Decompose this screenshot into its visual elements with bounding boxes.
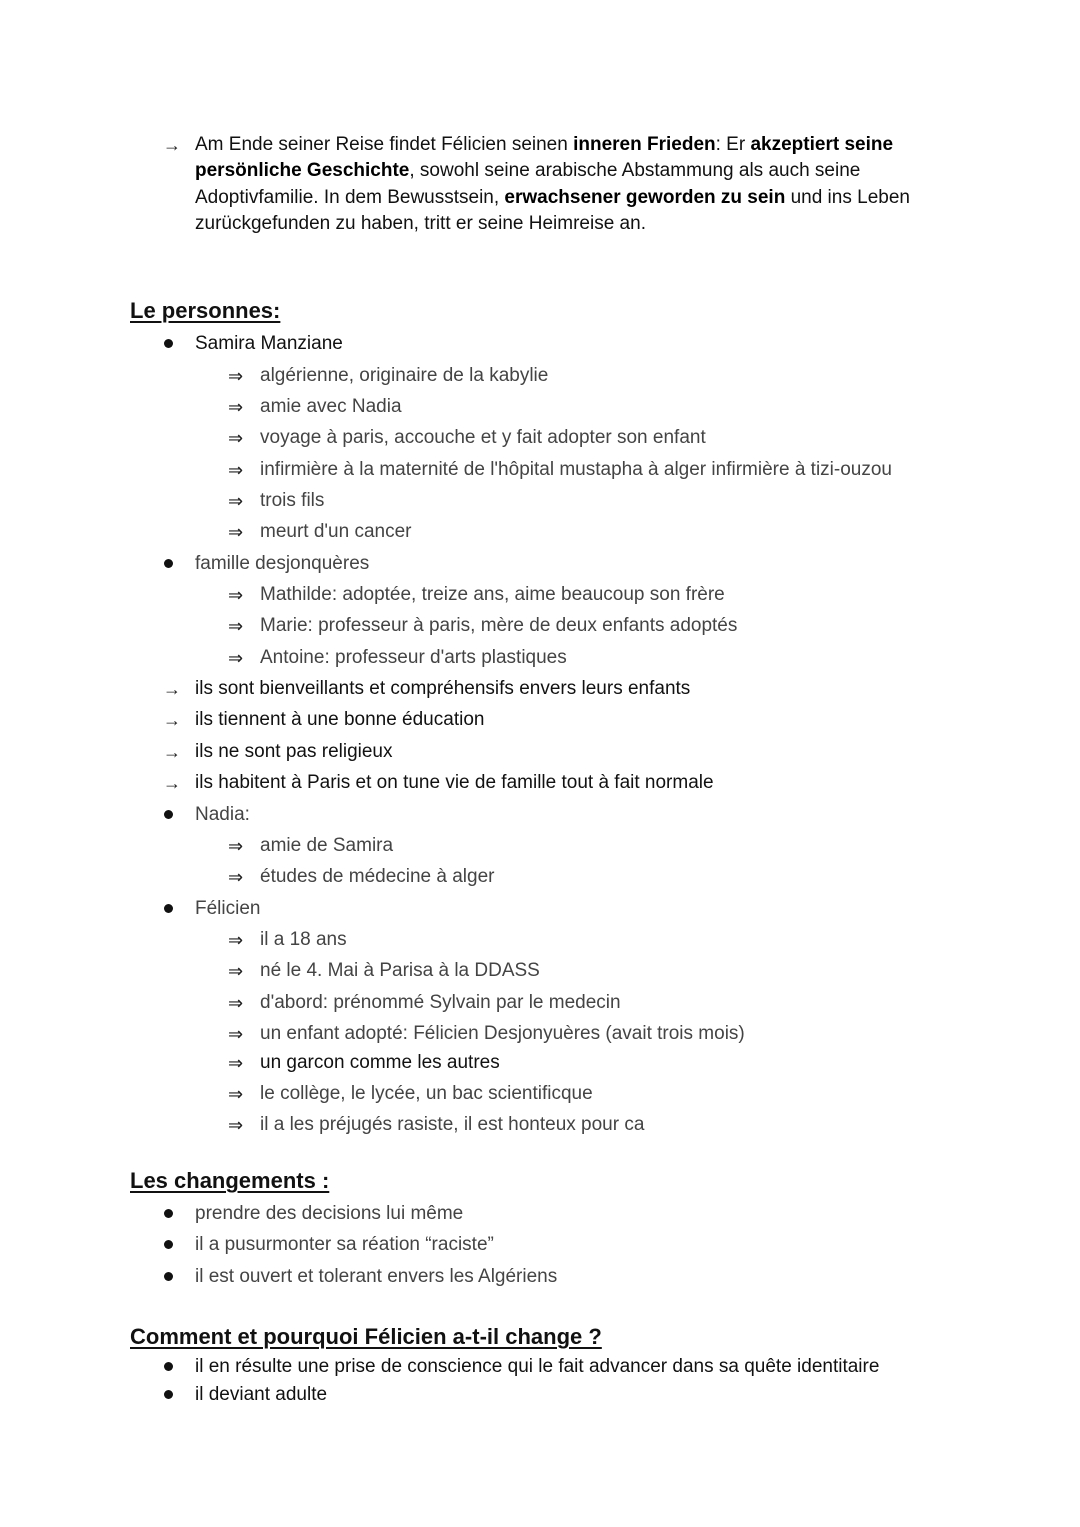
person-name-felicien: Félicien [195,898,261,919]
list-item: Marie: professeur à paris, mère de deux enfants adoptés [260,615,738,636]
double-arrow-icon: ⇒ [228,1084,244,1104]
list-item: né le 4. Mai à Parisa à la DDASS [260,960,540,981]
list-item: Mathilde: adoptée, treize ans, aime beaucoup son frère [260,584,725,605]
double-arrow-icon: ⇒ [228,397,244,417]
section-heading-changements: Les changements : [130,1168,330,1193]
double-arrow-icon: ⇒ [228,961,244,981]
arrow-icon: → [163,679,181,699]
double-arrow-icon: ⇒ [228,993,244,1013]
double-arrow-icon: ⇒ [228,428,244,448]
list-item: algérienne, originaire de la kabylie [260,365,549,386]
bullet-icon [164,559,173,568]
bullet-icon [164,1362,173,1371]
double-arrow-icon: ⇒ [228,522,244,542]
intro-line-4: zurückgefunden zu haben, tritt er seine Heimreise an. [195,213,646,234]
arrow-icon: → [163,742,181,762]
list-item: il a pusurmonter sa réation “raciste” [195,1234,494,1255]
list-item: d'abord: prénommé Sylvain par le medecin [260,992,621,1013]
note-item: ils ne sont pas religieux [195,741,393,762]
double-arrow-icon: ⇒ [228,1115,244,1135]
person-name-nadia: Nadia: [195,804,250,825]
list-item: il est ouvert et tolerant envers les Algériens [195,1266,558,1287]
double-arrow-icon: ⇒ [228,585,244,605]
list-item: trois fils [260,490,325,511]
double-arrow-icon: ⇒ [228,616,244,636]
list-item: amie de Samira [260,835,394,856]
arrow-icon: → [163,710,181,730]
bullet-icon [164,1209,173,1218]
bullet-icon [164,1272,173,1281]
double-arrow-icon: ⇒ [228,930,244,950]
section-heading-pourquoi: Comment et pourquoi Félicien a-t-il change ? [130,1324,602,1349]
double-arrow-icon: ⇒ [228,867,244,887]
note-item: ils sont bienveillants et compréhensifs envers leurs enfants [195,678,691,699]
intro-line-3: Adoptivfamilie. In dem Bewusstsein, erwachsener geworden zu sein und ins Leben [195,187,910,208]
section-heading-personnes: Le personnes: [130,298,281,323]
note-item: ils habitent à Paris et on tune vie de famille tout à fait normale [195,772,714,793]
double-arrow-icon: ⇒ [228,491,244,511]
list-item: il a 18 ans [260,929,347,950]
double-arrow-icon: ⇒ [228,836,244,856]
list-item: le collège, le lycée, un bac scientificque [260,1083,593,1104]
list-item: amie avec Nadia [260,396,402,417]
double-arrow-icon: ⇒ [228,1024,244,1044]
double-arrow-icon: ⇒ [228,1053,244,1073]
arrow-icon: → [163,773,181,793]
list-item: il deviant adulte [195,1384,328,1405]
list-item: meurt d'un cancer [260,521,412,542]
double-arrow-icon: ⇒ [228,648,244,668]
list-item: il a les préjugés rasiste, il est honteux pour ca [260,1114,645,1135]
bullet-icon [164,1240,173,1249]
bullet-icon [164,904,173,913]
list-item: prendre des decisions lui même [195,1203,464,1224]
bullet-icon [164,810,173,819]
list-item: un garcon comme les autres [260,1052,500,1073]
double-arrow-icon: ⇒ [228,460,244,480]
list-item: voyage à paris, accouche et y fait adopter son enfant [260,427,706,448]
list-item: il en résulte une prise de conscience qui le fait advancer dans sa quête identitaire [195,1356,880,1377]
list-item: Antoine: professeur d'arts plastiques [260,647,567,668]
list-item: un enfant adopté: Félicien Desjonyuères (avait trois mois) [260,1023,745,1044]
list-item: infirmière à la maternité de l'hôpital mustapha à alger infirmière à tizi-ouzou [260,459,892,480]
note-item: ils tiennent à une bonne éducation [195,709,485,730]
person-name-samira: Samira Manziane [195,333,343,354]
arrow-icon: → [163,135,181,155]
bullet-icon [164,1390,173,1399]
double-arrow-icon: ⇒ [228,366,244,386]
list-item: études de médecine à alger [260,866,495,887]
intro-line-2: persönliche Geschichte, sowohl seine arabische Abstammung als auch seine [195,160,861,181]
bullet-icon [164,339,173,348]
intro-line-1: Am Ende seiner Reise findet Félicien seinen inneren Frieden: Er akzeptiert seine [195,134,894,155]
person-name-famille: famille desjonquères [195,553,370,574]
